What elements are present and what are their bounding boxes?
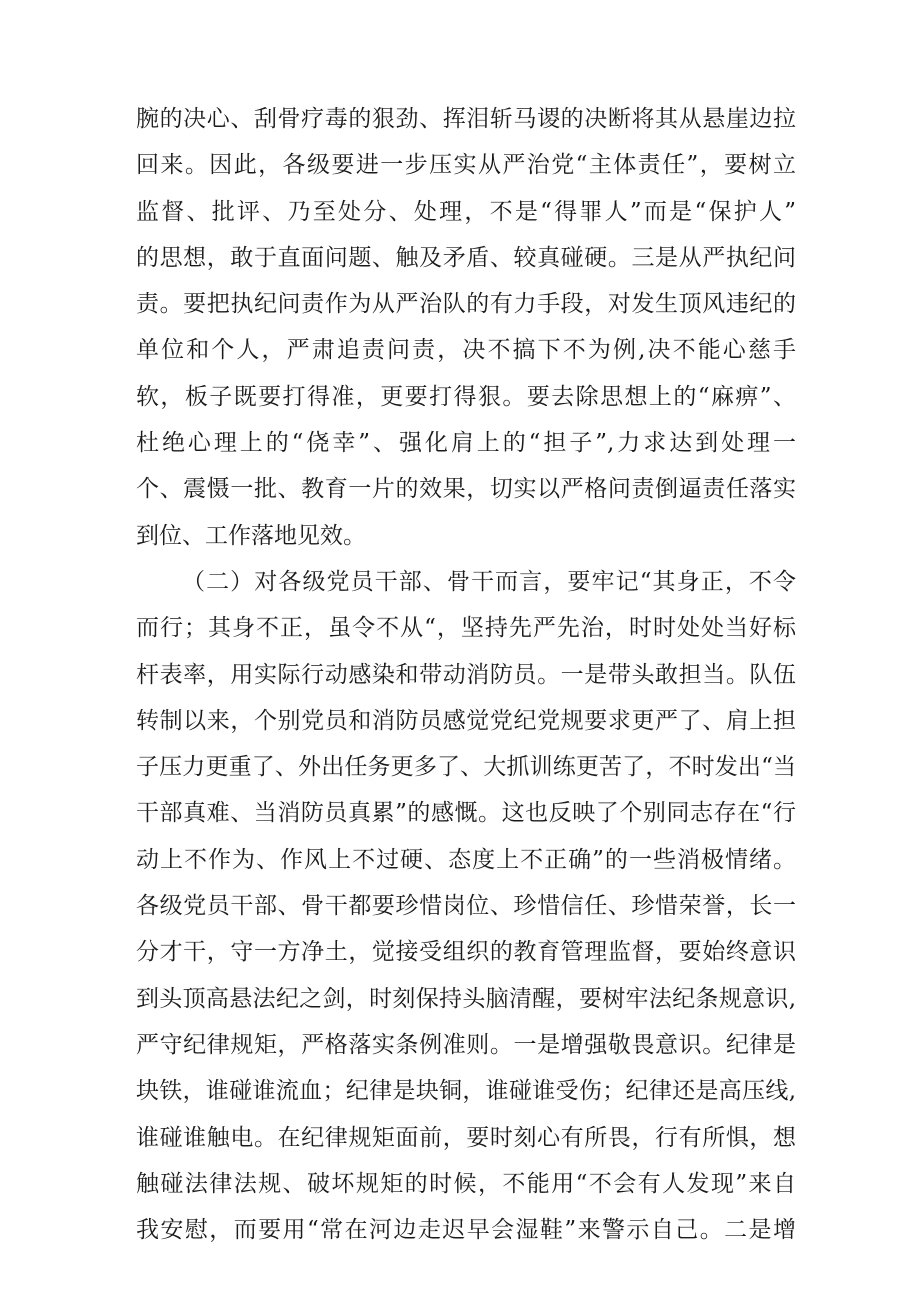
text-line: 块铁，谁碰谁流血；纪律是块铜，谁碰谁受伤；纪律还是高压线,	[136, 1078, 796, 1105]
text-line: 腕的决心、刮骨疗毒的狠劲、挥泪斩马谡的决断将其从悬崖边拉	[136, 106, 796, 132]
text-line: 杆表率，用实际行动感染和带动消防员。一是带头敢担当。队伍	[136, 661, 796, 688]
text-line: 个、震慑一批、教育一片的效果，切实以严格问责倒逼责任落实	[136, 476, 796, 503]
body-text	[136, 96, 796, 1253]
text-line: 的思想，敢于直面问题、触及矛盾、较真碰硬。三是从严执纪问	[136, 244, 796, 271]
text-line: 触碰法律法规、破坏规矩的时候，不能用“不会有人发现”来自	[136, 1170, 796, 1197]
text-line: 到位、工作落地见效。	[136, 522, 366, 549]
text-line: 到头顶高悬法纪之剑，时刻保持头脑清醒，要树牢法纪条规意识,	[136, 985, 796, 1012]
text-line: 转制以来，个别党员和消防员感觉党纪党规要求更严了、肩上担	[136, 707, 796, 734]
text-line: 杜绝心理上的“侥幸”、强化肩上的“担子”,力求达到处理一	[136, 430, 796, 457]
text-line: 分才干，守一方净土，觉接受组织的教育管理监督，要始终意识	[136, 939, 796, 966]
text-line: 软，板子既要打得准，更要打得狠。要去除思想上的“麻痹”、	[136, 383, 796, 410]
text-line: 我安慰，而要用“常在河边走迟早会湿鞋”来警示自己。二是增	[136, 1217, 796, 1244]
text-line: 各级党员干部、骨干都要珍惜岗位、珍惜信任、珍惜荣誉，长一	[136, 893, 796, 920]
text-line: 责。要把执纪问责作为从严治队的有力手段，对发生顶风违纪的	[136, 291, 796, 318]
text-line: 而行；其身不正，虽令不从“，坚持先严先治，时时处处当好标	[136, 615, 796, 642]
text-line: 严守纪律规矩，严格落实条例准则。一是增强敬畏意识。纪律是	[136, 1031, 796, 1058]
paragraph-start-line: （二）对各级党员干部、骨干而言，要牢记“其身正，不令	[182, 568, 796, 595]
text-line: 子压力更重了、外出任务更多了、大抓训练更苦了，不时发出“当	[136, 754, 796, 781]
text-line: 动上不作为、作风上不过硬、态度上不正确”的一些消极情绪。	[136, 846, 796, 873]
text-line: 谁碰谁触电。在纪律规矩面前，要时刻心有所畏，行有所惧，想	[136, 1124, 796, 1151]
text-line: 回来。因此，各级要进一步压实从严治党“主体责任”，要树立	[136, 152, 796, 179]
text-line: 监督、批评、乃至处分、处理，不是“得罪人”而是“保护人”	[136, 198, 796, 225]
text-line: 单位和个人，严肃追责问责，决不搞下不为例,决不能心慈手	[136, 337, 796, 364]
text-line: 干部真难、当消防员真累”的感慨。这也反映了个别同志存在“行	[136, 800, 796, 827]
